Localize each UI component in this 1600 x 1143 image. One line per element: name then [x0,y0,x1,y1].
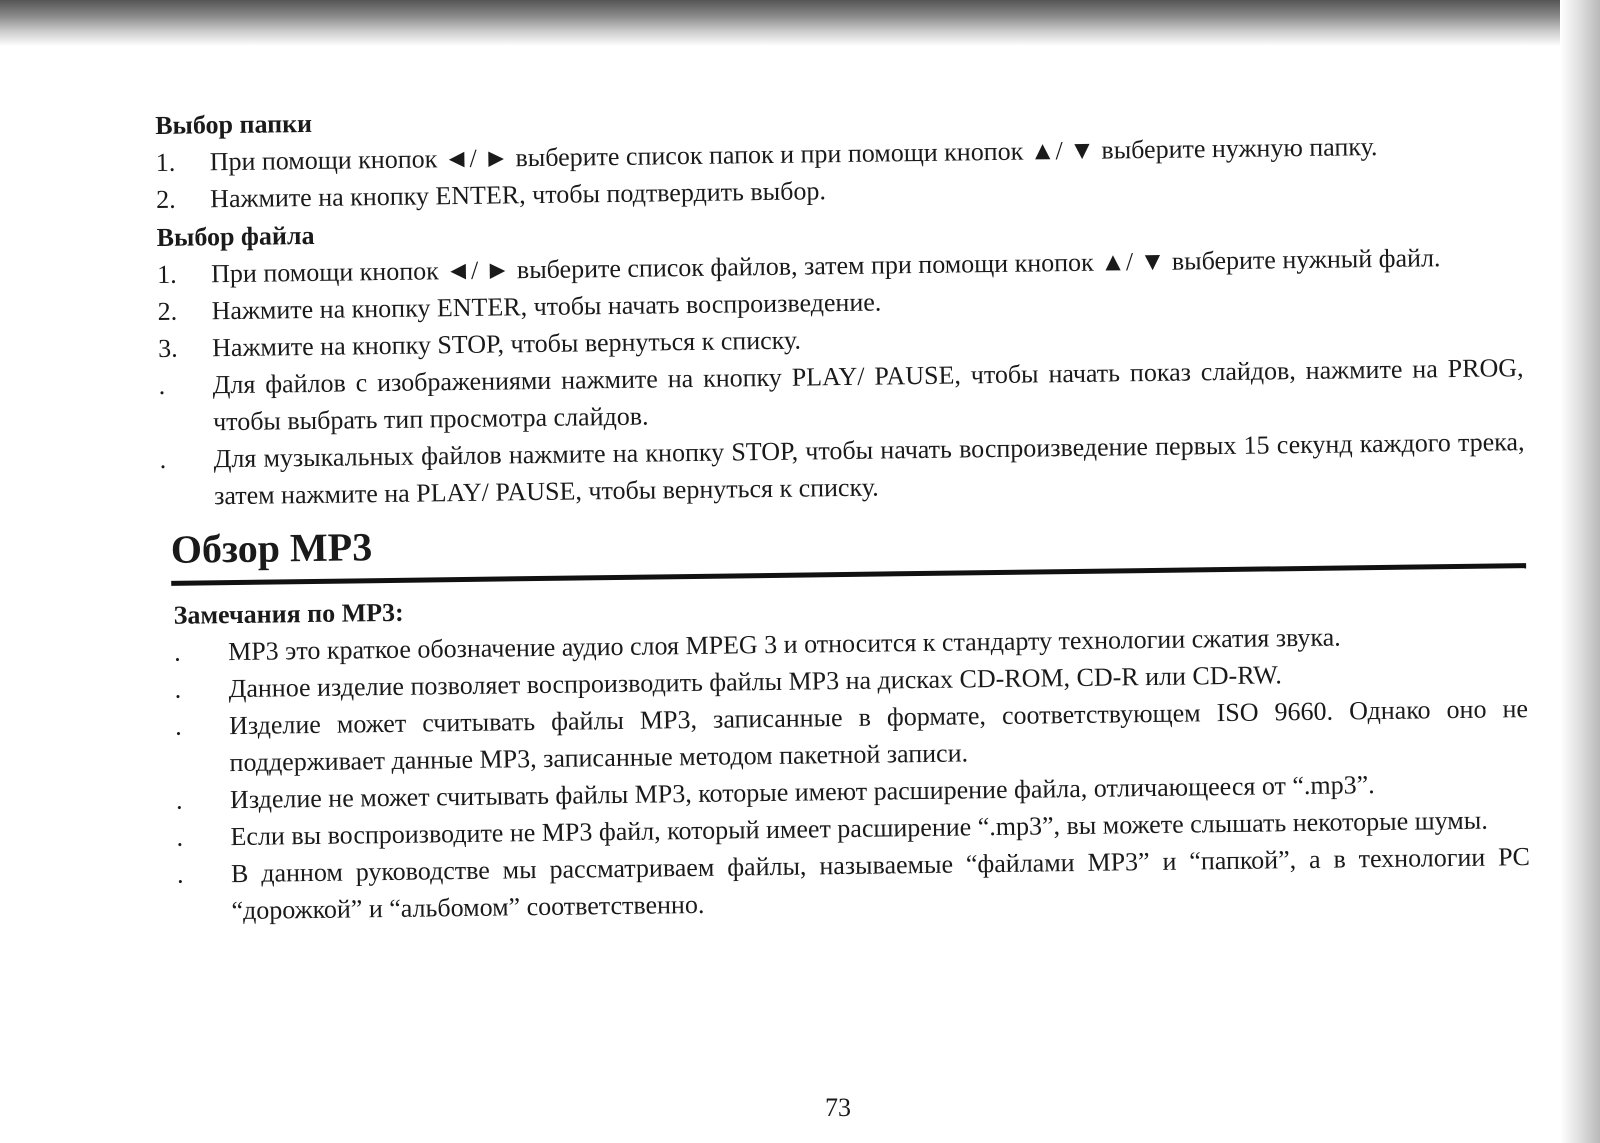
list-marker: 2. [157,296,178,326]
page-content [155,90,1531,932]
list-item-text: Если вы воспроизводите не MP3 файл, который имеет расширение “.mp3”, вы можете слышать некоторые шумы. [230,805,1488,852]
list-item-text: Нажмите на кнопку STOP, чтобы вернуться к списку. [211,325,802,363]
list-item-text: Данное изделие позволяет воспроизводить файлы MP3 на дисках CD-ROM, CD-R или CD-RW. [228,660,1282,704]
list-marker: 1. [156,259,177,289]
file-selection-heading: Выбор файла [156,220,315,252]
list-item-text: При помощи кнопок ◄/ ► выберите список папок и при помощи кнопок ▲/ ▼ выберите нужную папку. [209,132,1378,177]
list-marker: . [173,637,181,667]
list-marker: . [176,822,184,852]
mp3-notes-heading: Замечания по MP3: [173,597,404,630]
scan-right-shadow [1560,0,1600,1143]
list-marker: 3. [157,333,178,363]
list-item-text: В данном руководстве мы рассматриваем файлы, называемые “файлами MP3” и “папкой”, а в технологии PC “дорожкой” и “альбомом” соответственно. [230,842,1531,926]
file-steps-list [157,238,1525,515]
list-marker: . [158,370,166,400]
list-item-text: При помощи кнопок ◄/ ► выберите список файлов, затем при помощи кнопок ▲/ ▼ выберите нужный файл. [210,243,1441,289]
mp3-overview-title: Обзор MP3 [170,524,373,572]
list-marker: 2. [156,184,176,214]
list-marker: . [174,711,182,741]
mp3-notes-list [174,616,1531,930]
list-item-text: MP3 это краткое обозначение аудио слоя MPEG 3 и относится к стандарту технологии сжатия звука. [227,622,1341,667]
list-marker: . [174,674,182,704]
scan-top-shadow [0,0,1600,46]
list-item-text: Для файлов с изображениями нажмите на кнопку PLAY/ PAUSE, чтобы начать показ слайдов, нажмите на PROG, чтобы выбрать тип просмотра слайдов. [212,353,1524,437]
folder-selection-heading: Выбор папки [155,108,313,140]
list-item-text: Нажмите на кнопку ENTER, чтобы подтвердить выбор. [210,176,827,214]
list-item-text: Изделие не может считывать файлы MP3, которые имеют расширение файла, отличающееся от “.mp3”. [229,770,1375,815]
list-item-text: Нажмите на кнопку ENTER, чтобы начать воспроизведение. [211,287,882,326]
page-number: 73 [825,1093,851,1122]
list-item-text: Изделие может считывать файлы MP3, записанные в формате, соответствующем ISO 9660. Однако оно не поддерживает данные MP3, записанные методом пакетной записи. [228,694,1529,778]
list-item-text: Для музыкальных файлов нажмите на кнопку STOP, чтобы начать воспроизведение первых 15 секунд каждого трека, затем нажмите на PLAY/ PAUSE, чтобы вернуться к списку. [213,427,1525,511]
list-marker: . [175,785,183,815]
list-marker: . [176,859,184,889]
list-marker: 1. [155,147,176,177]
list-marker: . [159,444,167,474]
